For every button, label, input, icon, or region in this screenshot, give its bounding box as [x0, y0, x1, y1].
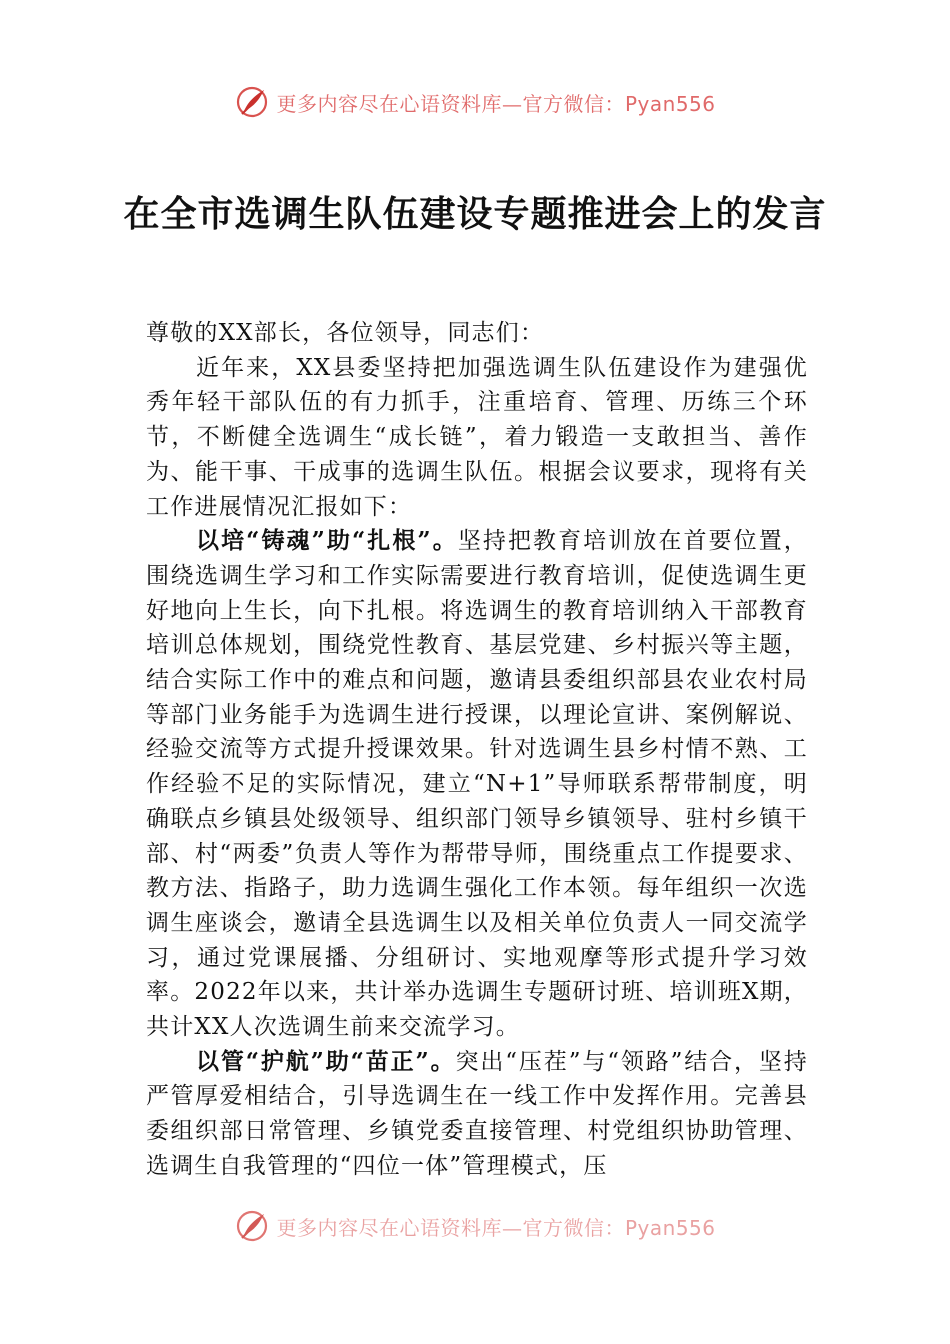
quill-logo-icon — [234, 84, 270, 120]
footer-watermark-text — [276, 1212, 715, 1241]
header-watermark — [0, 84, 950, 120]
footer-watermark-account: Pyan556 — [624, 1215, 716, 1240]
document-title: 在全市选调生队伍建设专题推进会上的发言 — [123, 193, 827, 235]
section-2-paragraph — [146, 1045, 808, 1184]
section-1-paragraph — [146, 524, 808, 1045]
footer-watermark-label: 更多内容尽在心语资料库—官方微信： — [276, 1215, 625, 1240]
section-1-heading: 以培“铸魂”助“扎根”。 — [196, 527, 458, 555]
intro-paragraph: 近年来，XX县委坚持把加强选调生队伍建设作为建强优秀年轻干部队伍的有力抓手，注重培育、管理、历练三个环节，不断健全选调生“成长链”，着力锻造一支敢担当、善作为、能干事、干成事的选调生队伍。根据会议要求，现将有关工作进展情况汇报如下： — [146, 354, 808, 520]
section-1-body: 坚持把教育培训放在首要位置，围绕选调生学习和工作实际需要进行教育培训，促使选调生更好地向上生长，向下扎根。将选调生的教育培训纳入干部教育培训总体规划，围绕党性教育、基层党建、乡村振兴等主题，结合实际工作中的难点和问题，邀请县委组织部县农业农村局等部门业务能手为选调生进行授课，以理论宣讲、案例解说、经验交流等方式提升授课效果。针对选调生县乡村情不熟、工作经验不足的实际情况，建立“N+1”导师联系帮带制度，明确联点乡镇县处级领导、组织部门领导乡镇领导、驻村乡镇干部、村“两委”负责人等作为帮带导师，围绕重点工作提要求、教方法、指路子，助力选调生强化工作本领。每年组织一次选调生座谈会，邀请全县选调生以及相关单位负责人一同交流学习，通过党课展播、分组研讨、实地观摩等形式提升学习效率。2022年以来，共计举办选调生专题研讨班、培训班X期，共计XX人次选调生前来交流学习。 — [146, 528, 808, 1041]
watermark-account: Pyan556 — [624, 91, 716, 116]
watermark-text — [276, 88, 715, 117]
watermark-label: 更多内容尽在心语资料库—官方微信： — [276, 91, 625, 116]
salutation: 尊敬的XX部长，各位领导，同志们： — [146, 320, 545, 346]
section-2-heading: 以管“护航”助“苗正”。 — [196, 1047, 456, 1075]
footer-watermark — [0, 1208, 950, 1244]
section-2-body: 突出“压茬”与“领路”结合，坚持严管厚爱相结合，引导选调生在一线工作中发挥作用。完善县委组织部日常管理、乡镇党委直接管理、村党组织协助管理、选调生自我管理的“四位一体”管理模式，压 — [146, 1048, 808, 1179]
quill-logo-icon — [234, 1208, 270, 1244]
document-body — [146, 316, 808, 1184]
